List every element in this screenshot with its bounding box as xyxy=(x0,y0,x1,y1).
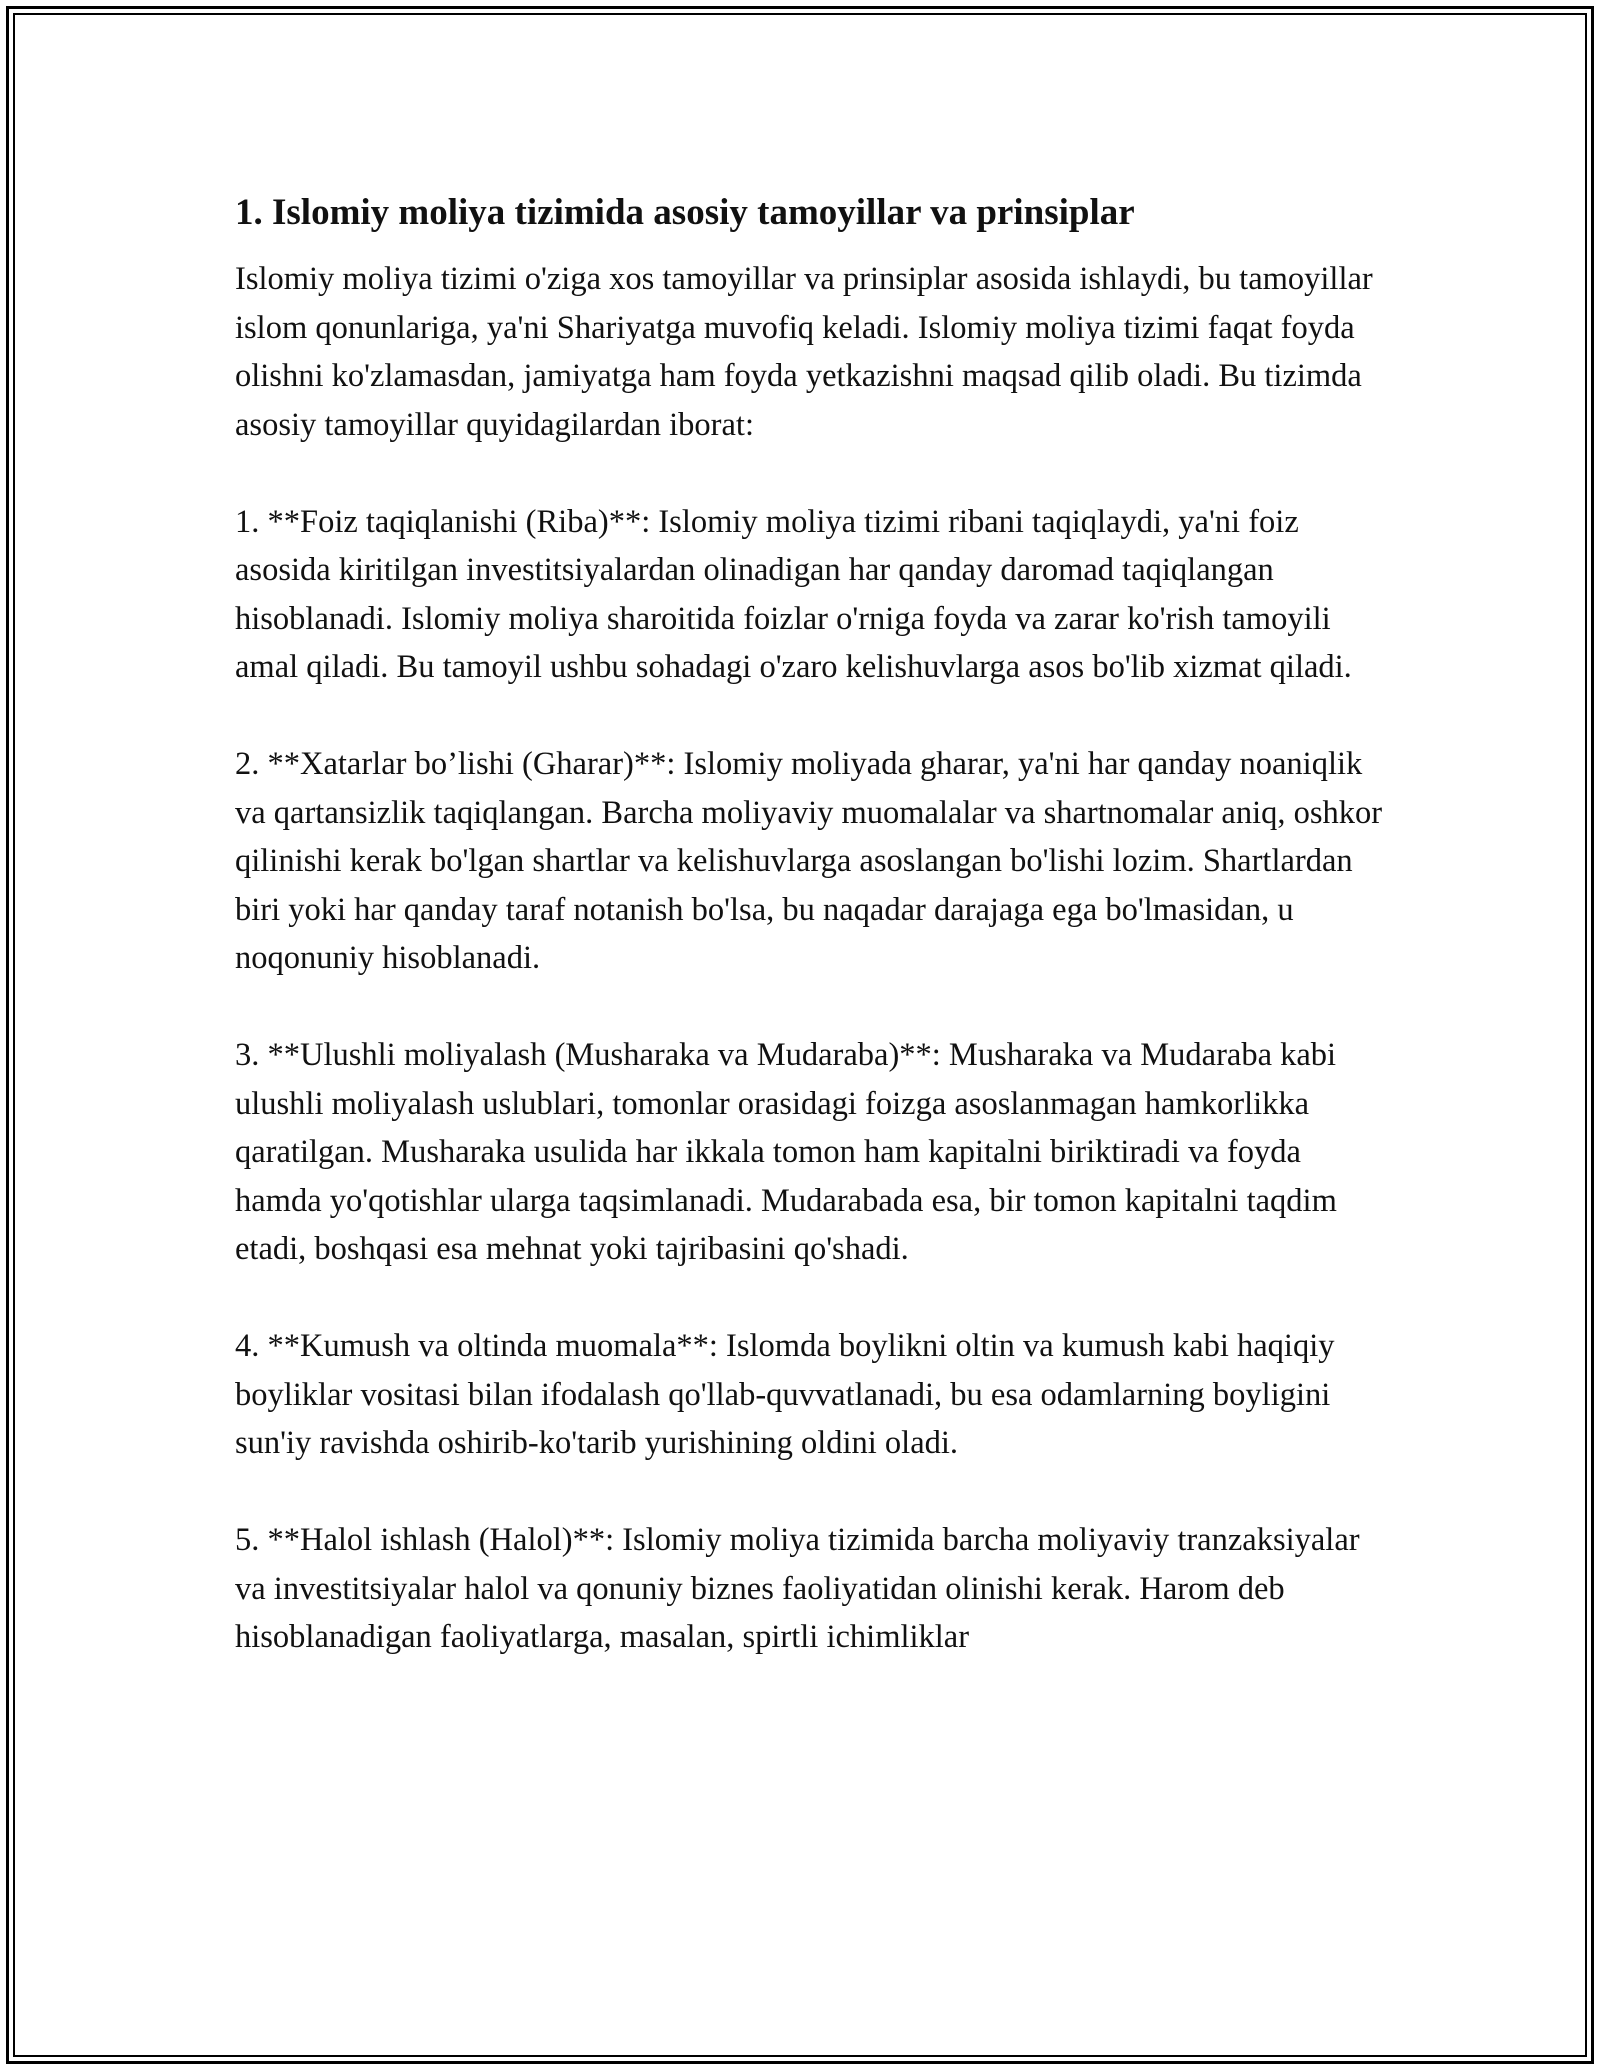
document-body xyxy=(235,185,1385,1710)
principle-gold-silver-paragraph: 4. **Kumush va oltinda muomala**: Islomda boylikni oltin va kumush kabi haqiqiy boyliklar vositasi bilan ifodalash qo'llab-quvvatlanadi, bu esa odamlarning boyligini sun'iy ravishda oshirib-ko'tarib yurishining oldini oladi. xyxy=(235,1328,1335,1461)
principle-riba-paragraph: 1. **Foiz taqiqlanishi (Riba)**: Islomiy moliya tizimi ribani taqiqlaydi, ya'ni foiz asosida kiritilgan investitsiyalardan olinadigan har qanday daromad taqiqlangan hisoblanadi. Islomiy moliya sharoitida foizlar o'rniga foyda va zarar ko'rish tamoyili amal qiladi. Bu tamoyil ushbu sohadagi o'zaro kelishuvlarga asos bo'lib xizmat qiladi. xyxy=(235,503,1352,685)
intro-paragraph: Islomiy moliya tizimi o'ziga xos tamoyillar va prinsiplar asosida ishlaydi, bu tamoyillar islom qonunlariga, ya'ni Shariyatga muvofiq keladi. Islomiy moliya tizimi faqat foyda olishni ko'zlamasdan, jamiyatga ham foyda yetkazishni maqsad qilib oladi. Bu tizimda asosiy tamoyillar quyidagilardan iborat: xyxy=(235,261,1373,443)
principle-halol-paragraph: 5. **Halol ishlash (Halol)**: Islomiy moliya tizimida barcha moliyaviy tranzaksiyalar va investitsiyalar halol va qonuniy biznes faoliyatidan olinishi kerak. Harom deb hisoblanadigan faoliyatlarga, masalan, spirtli ichimliklar xyxy=(235,1522,1360,1655)
section-heading: 1. Islomiy moliya tizimida asosiy tamoyillar va prinsiplar xyxy=(235,192,1135,233)
principle-musharaka-paragraph: 3. **Ulushli moliyalash (Musharaka va Mudaraba)**: Musharaka va Mudaraba kabi ulushli moliyalash uslublari, tomonlar orasidagi foizga asoslanmagan hamkorlikka qaratilgan. Musharaka usulida har ikkala tomon ham kapitalni biriktiradi va foyda hamda yo'qotishlar ularga taqsimlanadi. Mudarabada esa, bir tomon kapitalni taqdim etadi, boshqasi esa mehnat yoki tajribasini qo'shadi. xyxy=(235,1037,1337,1267)
principle-gharar-paragraph: 2. **Xatarlar bo’lishi (Gharar)**: Islomiy moliyada gharar, ya'ni har qanday noaniqlik va qartansizlik taqiqlangan. Barcha moliyaviy muomalalar va shartnomalar aniq, oshkor qilinishi kerak bo'lgan shartlar va kelishuvlarga asoslangan bo'lishi lozim. Shartlardan biri yoki har qanday taraf notanish bo'lsa, bu naqadar darajaga ega bo'lmasidan, u noqonuniy hisoblanadi. xyxy=(235,746,1383,976)
